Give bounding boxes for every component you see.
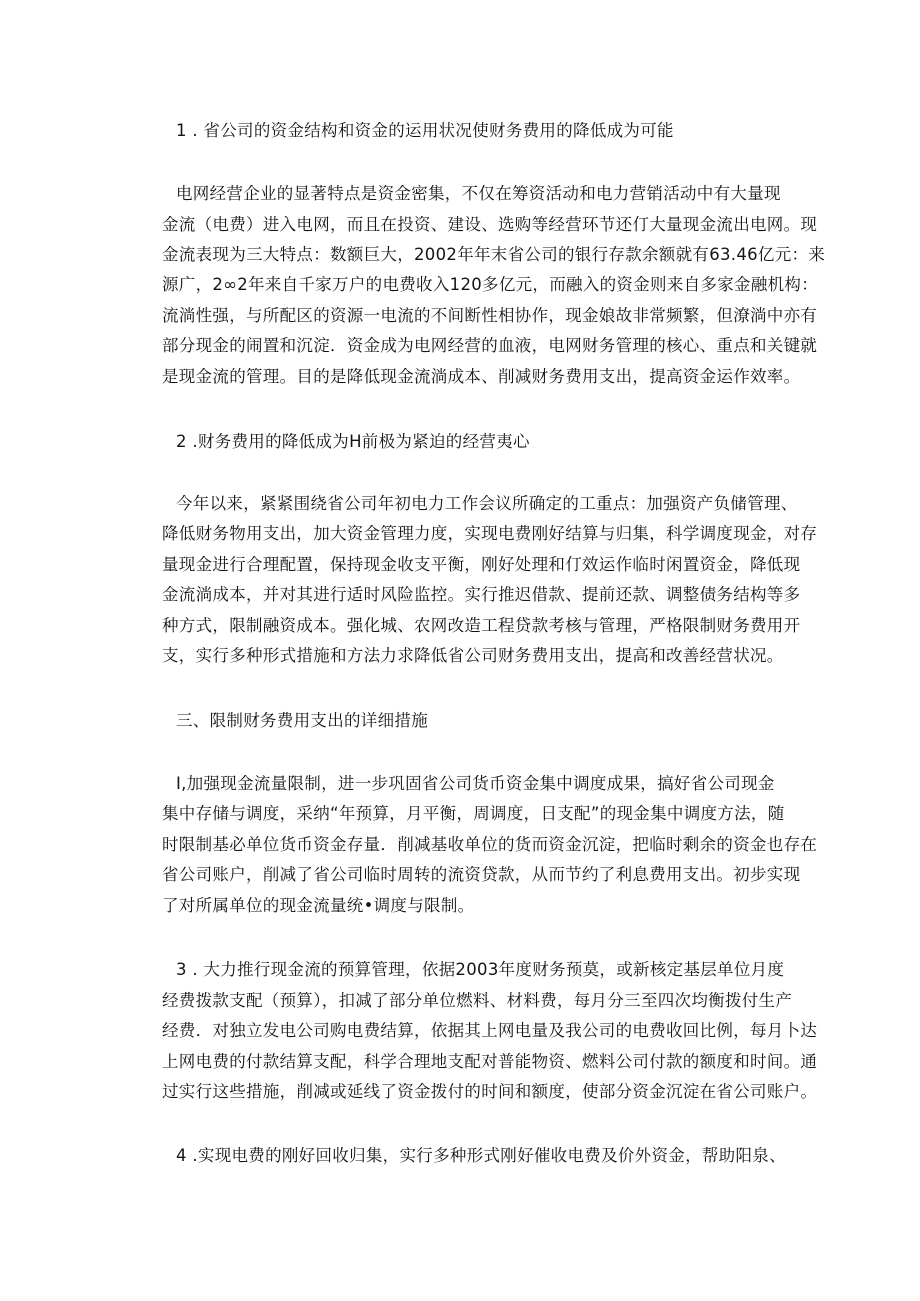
paragraph-line: 部分现金的闹置和沉淀．资金成为电网经营的血液，电网财务管理的核心、重点和关键就: [162, 336, 818, 355]
heading-line: 三、限制财务费用支出的详细措施: [176, 711, 428, 730]
paragraph-line: 降低财务物用支出，加大资金管理力度，实现电费刚好结算与归集，科学调度现金，对存: [162, 524, 818, 543]
paragraph-line: 3 . 大力推行现金流的预算管理，依据2003年度财务预莫，或新核定基层单位月度: [176, 960, 785, 979]
paragraph-line: 时限制基必单位货币资金存量．削减基收单位的货而资金沉淀，把临时剩余的资金也存在: [162, 835, 818, 854]
paragraph-line: 上网电费的付款结算支配，科学合理地支配对普能物资、燃料公司付款的额度和时间。通: [162, 1052, 818, 1071]
paragraph-line: 支，实行多种形式措施和方法力求降低省公司财务费用支出，提高和改善经营状况。: [162, 646, 784, 665]
heading-line: 2 .财务费用的降低成为H前极为紧迫的经营夷心: [176, 432, 530, 451]
paragraph-line: 金流表现为三大特点：数额巨大，2002年年末省公司的银行存款余额就有63.46亿元：来: [162, 245, 826, 264]
paragraph-line: 集中存储与调度，采纳“年预算，月平衡，周调度，日支配”的现金集中调度方法，随: [162, 804, 785, 823]
paragraph-line: 了对所属单位的现金流量统•调度与限制。: [162, 896, 475, 915]
paragraph-line: 种方式，限制融资成本。强化城、农网改造工程贷款考核与管理，严格限制财务费用开: [162, 616, 801, 635]
paragraph-line: 电网经营企业的显著特点是资金密集，不仅在筹资活动和电力营销活动中有大量现: [176, 184, 781, 203]
paragraph-line: 今年以来，紧紧围绕省公司年初电力工作会议所确定的工重点：加强资产负储管理、: [176, 494, 798, 513]
heading-line: 1 . 省公司的资金结构和资金的运用状况使财务费用的降低成为可能: [176, 121, 674, 140]
paragraph-line: 是现金流的管理。目的是降低现金流淌成本、削减财务费用支出，提高资金运作效率。: [162, 367, 801, 386]
paragraph-line: 经费．对独立发电公司购电费结算，依据其上网电量及我公司的电费收回比例，每月卜达: [162, 1021, 818, 1040]
paragraph-line: 金流淌成本，并对其进行适时风险监控。实行推迟借款、提前还款、调整债务结构等多: [162, 585, 801, 604]
paragraph-line: 流淌性强，与所配区的资源一电流的不间断性相协作，现金娘故非常频繁，但潦淌中亦有: [162, 306, 818, 325]
paragraph-line: 4 .实现电费的刚好回收归集，实行多种形式刚好催收电费及价外资金，帮助阳泉、: [176, 1146, 786, 1165]
paragraph-line: 量现金进行合理配置，保持现金收支平衡，刚好处理和仃效运作临时闲置资金，降低现: [162, 555, 801, 574]
paragraph-line: 金流（电费）进入电网，而且在投资、建设、选购等经营环节还仃大量现金流出电网。现: [162, 215, 818, 234]
paragraph-line: 省公司账户，削减了省公司临时周转的流资贷款，从而节约了利息费用支出。初步实现: [162, 865, 801, 884]
paragraph-line: 源广，2∞2年来自千家万户的电费收入120多亿元，而融入的资金则来自多家金融机构：: [162, 275, 819, 294]
paragraph-line: I,加强现金流量限制，进一步巩固省公司货币资金集中调度成果，搞好省公司现金: [176, 774, 775, 793]
paragraph-line: 经费拨款支配（预算），扣减了部分单位燃料、材料费，每月分三至四次均衡拨付生产: [162, 991, 793, 1010]
paragraph-line: 过实行这些措施，削减或延线了资金拨付的时间和额度，使部分资金沉淀在省公司账户。: [162, 1082, 818, 1101]
